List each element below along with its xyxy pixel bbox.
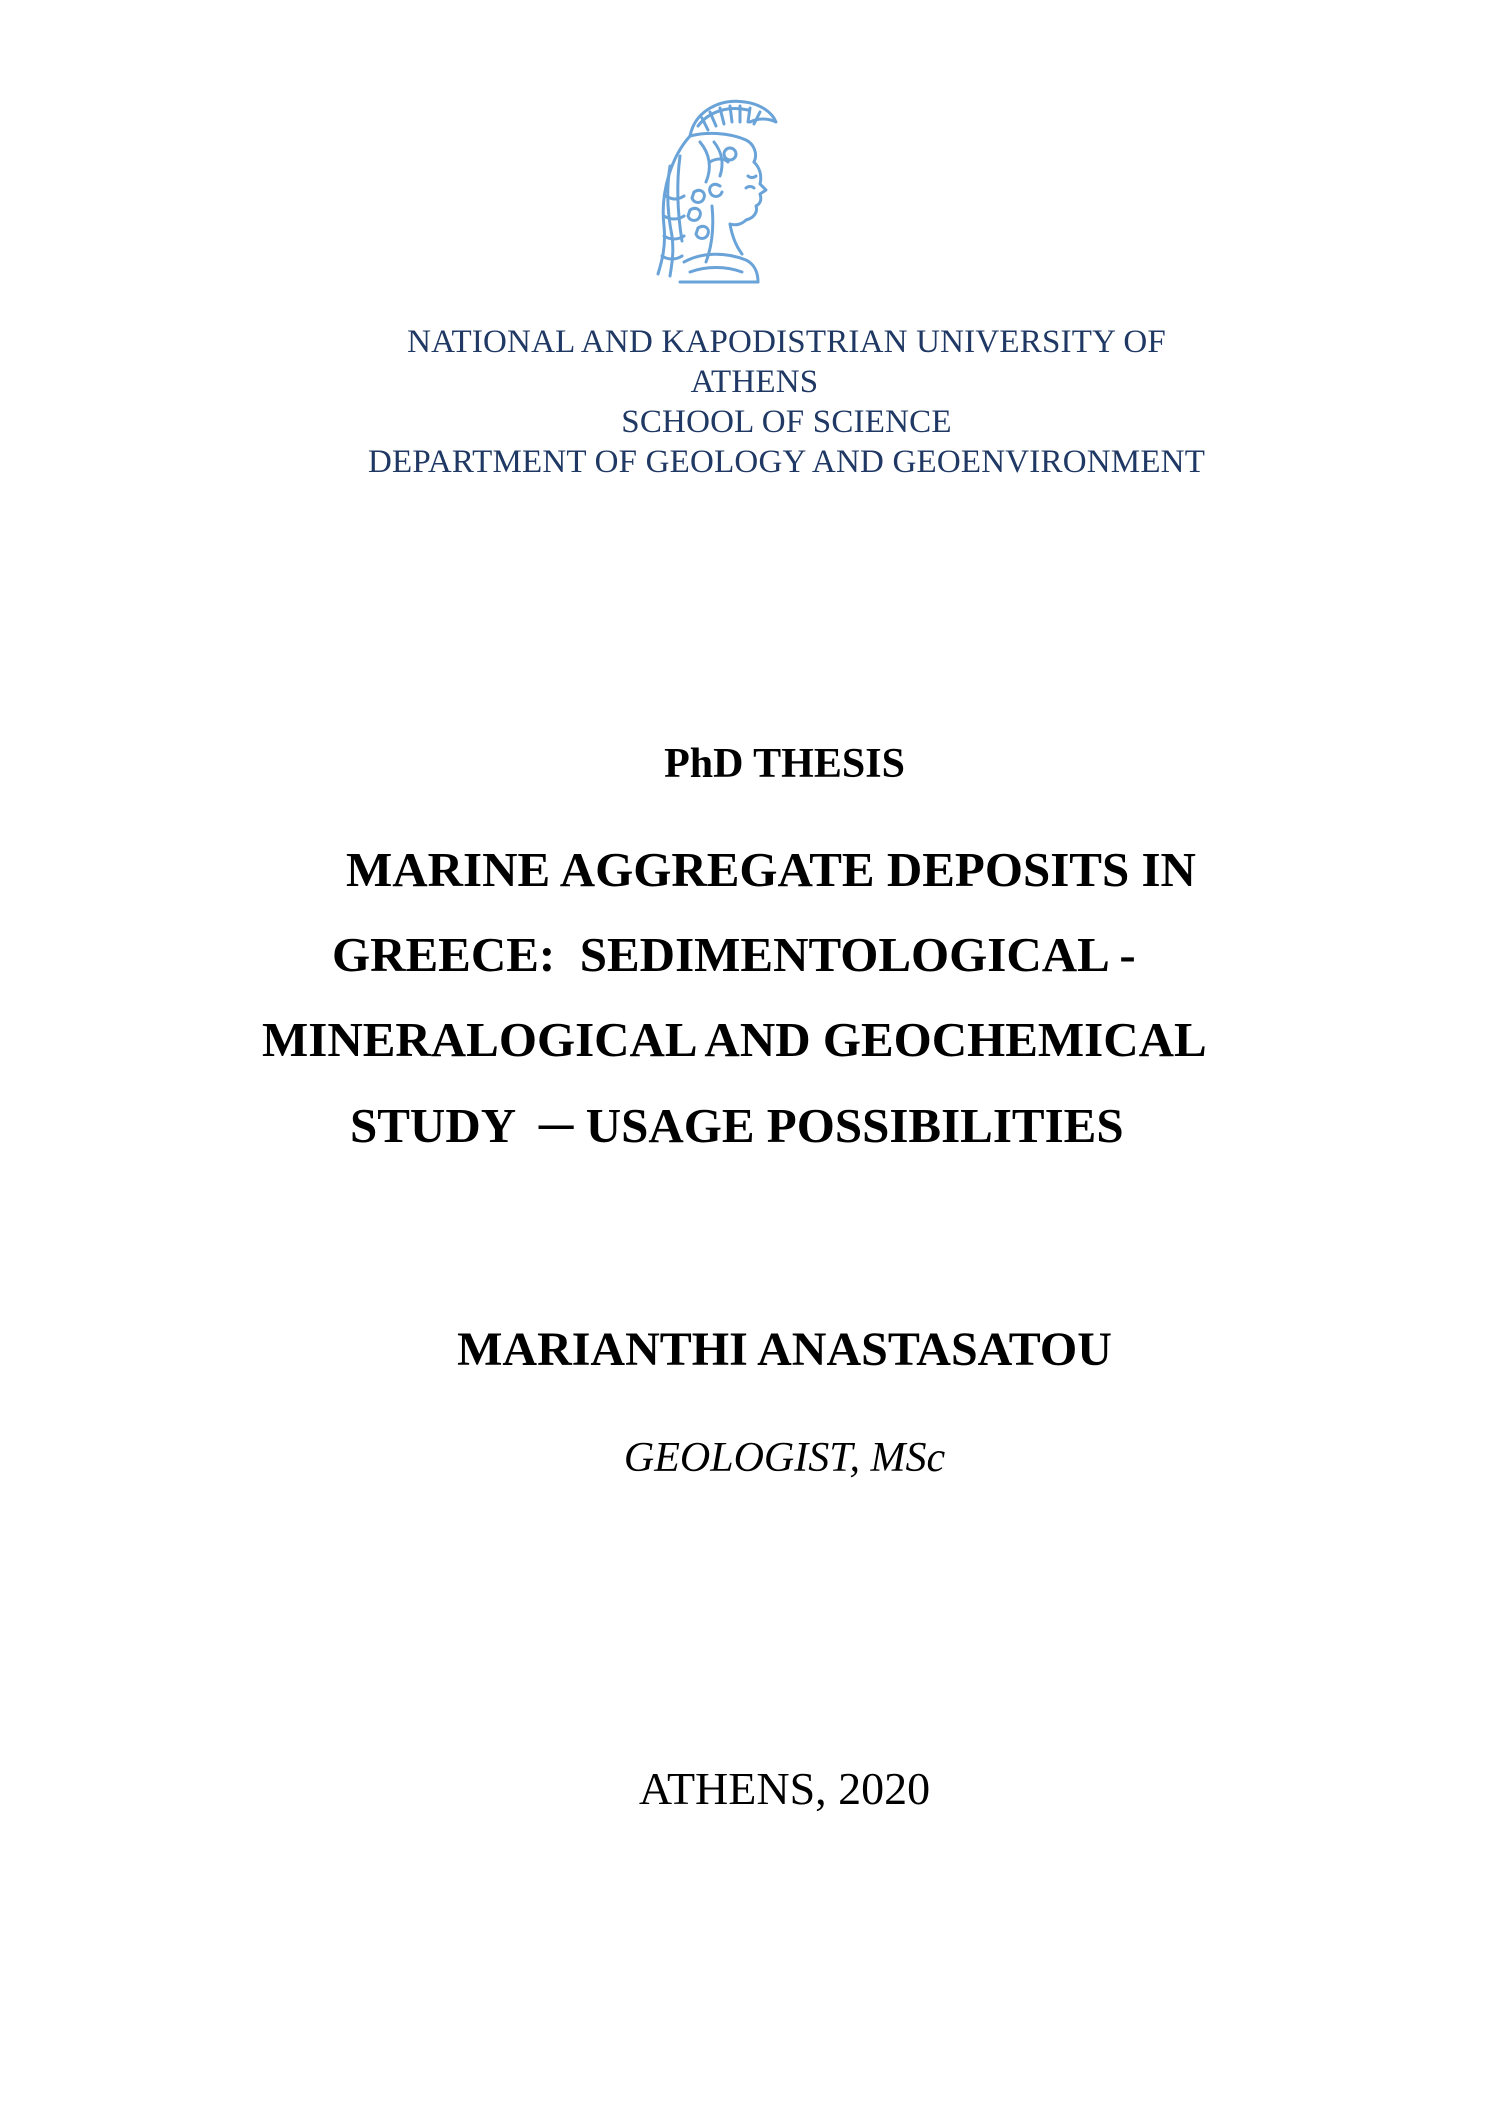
university-name-line-1: NATIONAL AND KAPODISTRIAN UNIVERSITY OF <box>407 324 1166 360</box>
degree-type: PhD THESIS <box>664 741 905 787</box>
thesis-title-line-1: MARINE AGGREGATE DEPOSITS IN <box>346 842 1196 897</box>
author-name: MARIANTHI ANASTASATOU <box>457 1323 1112 1376</box>
university-name-line-2: ATHENS <box>690 364 819 400</box>
thesis-title-line-4: STUDY ─ USAGE POSSIBILITIES <box>350 1098 1124 1153</box>
school-name: SCHOOL OF SCIENCE <box>621 404 952 440</box>
author-credential: GEOLOGIST, MSc <box>623 1435 946 1481</box>
place-and-year: ATHENS, 2020 <box>638 1763 931 1814</box>
thesis-title-line-3: MINERALOGICAL AND GEOCHEMICAL <box>262 1012 1207 1067</box>
athena-head-logo-icon <box>650 96 780 286</box>
department-name: DEPARTMENT OF GEOLOGY AND GEOENVIRONMENT <box>367 444 1206 480</box>
thesis-title-line-2: GREECE: SEDIMENTOLOGICAL - <box>332 927 1136 982</box>
